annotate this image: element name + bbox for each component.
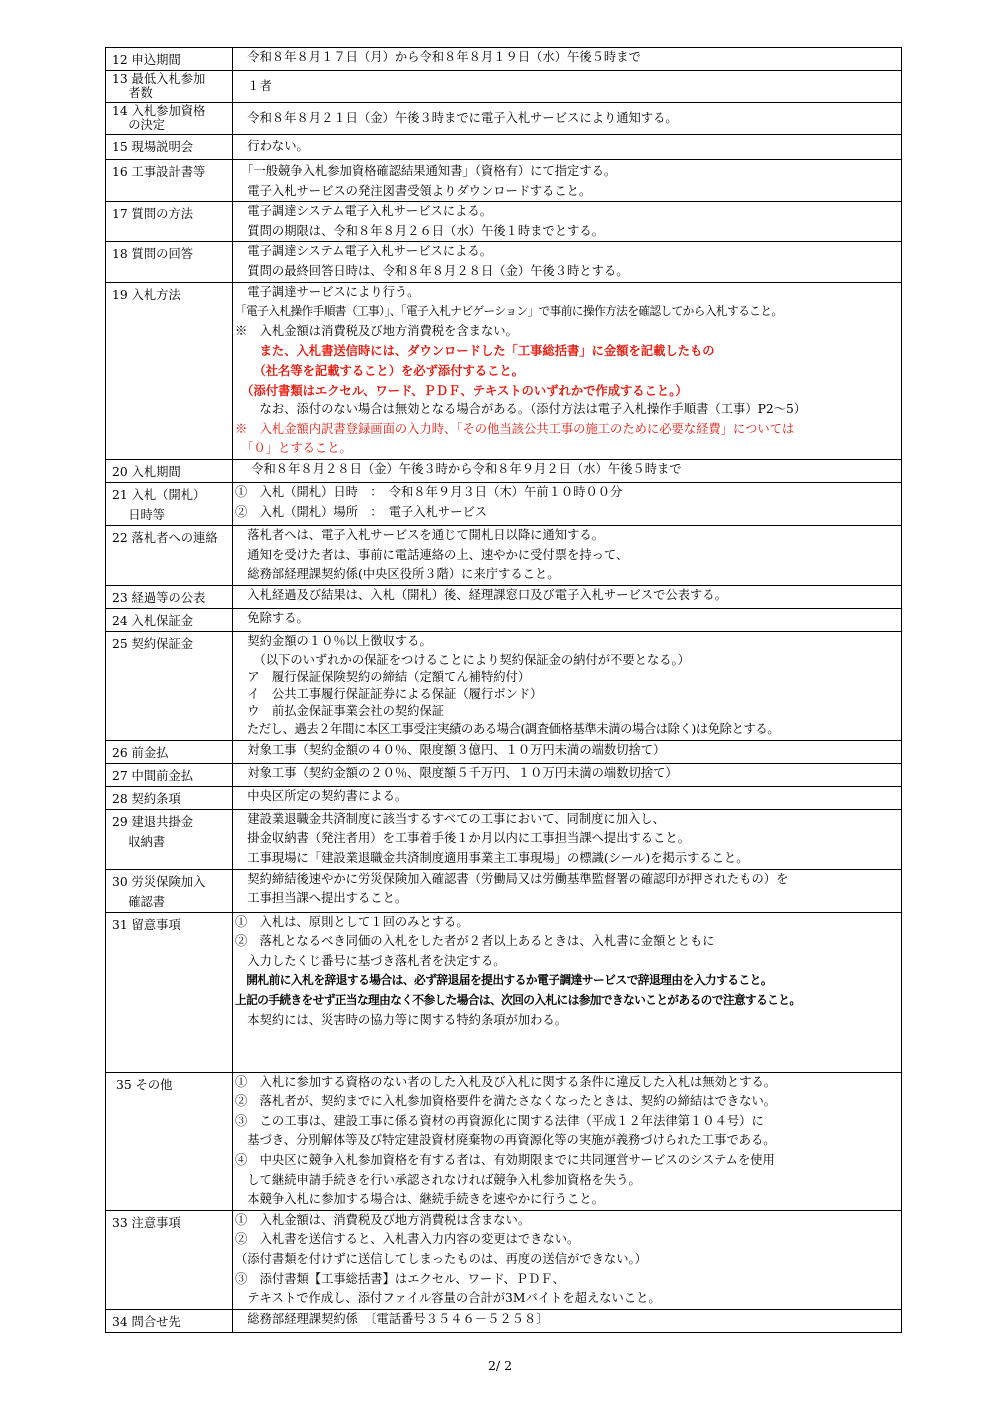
notice-table [105,47,902,1333]
row-value: 対象工事（契約金額の２０％、限度額５千万円、１０万円未満の端数切捨て） [233,763,902,786]
row-label: 29 建退共掛金 収納書 [106,809,233,869]
table-row [106,482,902,525]
row-label: 12 申込期間 [106,48,233,71]
row-value: 免除する。 [233,608,902,631]
row-value: 電子調達システム電子入札サービスによる。 質問の最終回答日時は、令和８年８月２８日（金）午後３時とする。 [233,242,902,282]
table-row [106,1309,902,1332]
row-label: 24 入札保証金 [106,608,233,631]
table-row [106,1072,902,1210]
row-label: 14 入札参加資格 の決定 [106,103,233,135]
table-row [106,585,902,608]
row-label: 34 問合せ先 [106,1309,233,1332]
table-row [106,740,902,763]
table-row [106,608,902,631]
row-value: ① 入札に参加する資格のない者のした入札及び入札に関する条件に違反した入札は無効とする。 ② 落札者が、契約までに入札参加資格要件を満たさなくなったときは、契約の締結はできない。 ③ この工事は、建設工事に係る資材の再資源化に関する法律（平成１２年法律第１０４号）に 基づき、分別解体等及び特定建設資材廃棄物の再資源化等の実施が義務づけられた工事である。 ④ 中央区に競争入札参加資格を有する者は、有効期限までに共同運営サービスのシステムを使用 して継続申請手続きを行い承認されなければ競争入札参加資格を失う。 本競争入札に参加する場合は、継続手続きを速やかに行うこと。 [233,1072,902,1210]
row-value: ① 入札は、原則として１回のみとする。 ② 落札となるべき同価の入札をした者が２者以上あるときは、入札書に金額とともに 入力したくじ番号に基づき落札者を決定する。 開札前に入札を辞退する場合は、必ず辞退届を提出するか電子調達サービスで辞退理由を入力すること。 上記の手続きをせず正当な理由なく不参した場合は、次回の入札には参加できないことがあるので注意すること。 本契約には、災害時の協力等に関する特約条項が加わる。 [233,912,902,1072]
table-row [106,869,902,912]
row-label: 23 経過等の公表 [106,585,233,608]
table-row [106,525,902,585]
row-label: 22 落札者への連絡 [106,525,233,585]
table-row [106,912,902,1072]
row-label: 16 工事設計書等 [106,160,233,202]
row-value: 令和８年８月２１日（金）午後３時までに電子入札サービスにより通知する。 [233,103,902,135]
row-label: 35 その他 [106,1072,233,1210]
row-value: 総務部経理課契約係 〔電話番号３５４６－５２５８〕 [233,1309,902,1332]
row-value: 中央区所定の契約書による。 [233,786,902,809]
page-number: 2/ 2 [487,1358,513,1373]
table-row [106,809,902,869]
row-value: 令和８年８月２８日（金）午後３時から令和８年９月２日（水）午後５時まで [233,459,902,482]
row-value: 令和８年８月１７日（月）から令和８年８月１９日（水）午後５時まで [233,48,902,71]
row-value: ① 入札（開札）日時 ： 令和８年９月３日（木）午前１０時００分 ② 入札（開札）場所 ： 電子入札サービス [233,482,902,525]
table-row [106,202,902,242]
row-label: 27 中間前金払 [106,763,233,786]
table-row [106,135,902,160]
row-label: 20 入札期間 [106,459,233,482]
table-row [106,242,902,282]
table-row [106,459,902,482]
row-label: 13 最低入札参加 者数 [106,71,233,103]
row-value: 契約金額の１０％以上徴収する。 （以下のいずれかの保証をつけることにより契約保証金の納付が不要となる。） ア 履行保証保険契約の締結（定額てん補特約付） イ 公共工事履行保証証券による保証（履行ボンド） ウ 前払金保証事業会社の契約保証 ただし、過去２年間に本区工事受注実績のある場合(調査価格基準未満の場合は除く)は免除とする。 [233,631,902,740]
row-value: 「一般競争入札参加資格確認結果通知書」（資格有）にて指定する。 電子入札サービスの発注図書受領よりダウンロードすること。 [233,160,902,202]
row-value: １者 [233,71,902,103]
table-row [106,1210,902,1309]
row-label: 26 前金払 [106,740,233,763]
row-label: 18 質問の回答 [106,242,233,282]
row-value: 行わない。 [233,135,902,160]
row-label: 17 質問の方法 [106,202,233,242]
table-row [106,763,902,786]
row-value: 電子調達システム電子入札サービスによる。 質問の期限は、令和８年８月２６日（水）午後１時までとする。 [233,202,902,242]
row-value: 電子調達サービスにより行う。 「電子入札操作手順書（工事）」、「電子入札ナビゲーション」で事前に操作方法を確認してから入札すること。 ※ 入札金額は消費税及び地方消費税を含まない。 また、入札書送信時には、ダウンロードした「工事総括書」に金額を記載したもの （社名等を記載すること）を必ず添付すること。 （添付書類はエクセル、ワード、ＰＤＦ、テキストのいずれかで作成すること。） なお、添付のない場合は無効となる場合がある。（添付方法は電子入札操作手順書（工事）P2～5） ※ 入札金額内訳書登録画面の入力時、「その他当該公共工事の施工のために必要な経費」については 「０」とすること。 [233,282,902,459]
row-value: 入札経過及び結果は、入札（開札）後、経理課窓口及び電子入札サービスで公表する。 [233,585,902,608]
row-label: 19 入札方法 [106,282,233,459]
table-row [106,71,902,103]
row-label: 28 契約条項 [106,786,233,809]
table-row [106,48,902,71]
table-row [106,786,902,809]
row-value: 落札者へは、電子入札サービスを通じて開札日以降に通知する。 通知を受けた者は、事前に電話連絡の上、速やかに受付票を持って、 総務部経理課契約係(中央区役所３階）に来庁すること。 [233,525,902,585]
row-label: 33 注意事項 [106,1210,233,1309]
row-label: 25 契約保証金 [106,631,233,740]
table-row [106,631,902,740]
row-label: 15 現場説明会 [106,135,233,160]
table-row [106,103,902,135]
row-value: 対象工事（契約金額の４０％、限度額３億円、１０万円未満の端数切捨て） [233,740,902,763]
row-label: 21 入札（開札） 日時等 [106,482,233,525]
row-value: 建設業退職金共済制度に該当するすべての工事において、同制度に加入し、 掛金収納書（発注者用）を工事着手後１か月以内に工事担当課へ提出すること。 工事現場に「建設業退職金共済制度適用事業主工事現場」の標識(シール)を掲示すること。 [233,809,902,869]
row-label: 30 労災保険加入 確認書 [106,869,233,912]
table-row [106,282,902,459]
row-value: 契約締結後速やかに労災保険加入確認書（労働局又は労働基準監督署の確認印が押されたもの）を 工事担当課へ提出すること。 [233,869,902,912]
row-value: ① 入札金額は、消費税及び地方消費税は含まない。 ② 入札書を送信すると、入札書入力内容の変更はできない。 （添付書類を付けずに送信してしまったものは、再度の送信ができない。） ③ 添付書類【工事総括書】はエクセル、ワード、ＰＤＦ、 テキストで作成し、添付ファイル容量の合計が3Mバイトを超えないこと。 [233,1210,902,1309]
table-row [106,160,902,202]
row-label: 31 留意事項 [106,912,233,1072]
